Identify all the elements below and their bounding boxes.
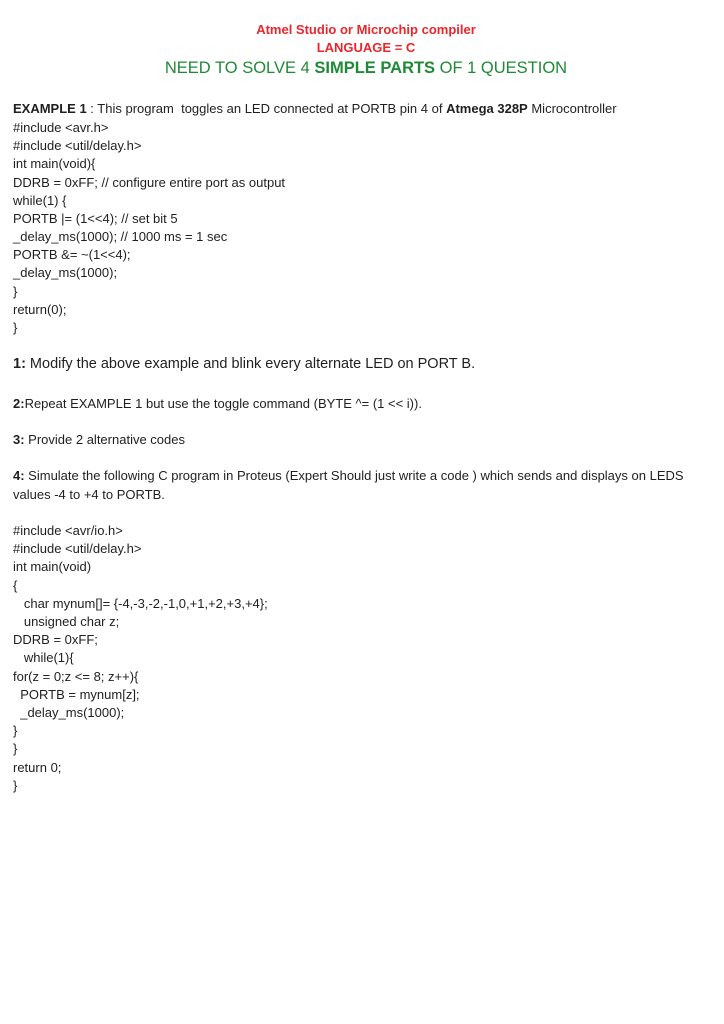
question-2-text: Repeat EXAMPLE 1 but use the toggle command (BYTE ^= (1 << i)).	[24, 396, 422, 411]
code-line: DDRB = 0xFF; // configure entire port as output	[13, 175, 286, 190]
example-label: EXAMPLE 1	[13, 101, 87, 116]
question-1-number: 1:	[13, 356, 26, 372]
microcontroller-name: Atmega 328P	[446, 101, 528, 116]
code-line: }	[13, 723, 18, 738]
code-line: for(z = 0;z <= 8; z++){	[13, 669, 139, 684]
code-line: #include <util/delay.h>	[13, 138, 142, 153]
question-2-number: 2:	[13, 396, 25, 411]
code-line: PORTB |= (1<<4); // set bit 5	[13, 211, 178, 226]
code-line: int main(void)	[13, 559, 92, 574]
question-2	[13, 395, 422, 413]
question-4-continued: values -4 to +4 to PORTB.	[13, 487, 165, 502]
code-line: PORTB &= ~(1<<4);	[13, 247, 131, 262]
code-line: while(1){	[13, 650, 74, 665]
question-4-text: Simulate the following C program in Proteus (Expert Should just write a code ) which sends and displays on LEDS	[24, 468, 684, 483]
example-intro-text: : This program toggles an LED connected at PORTB pin 4 of	[86, 101, 447, 116]
code-line: #include <util/delay.h>	[13, 541, 142, 556]
task-heading-pre: NEED TO SOLVE 4	[164, 59, 315, 77]
question-4	[13, 467, 684, 485]
code-line: PORTB = mynum[z];	[13, 687, 140, 702]
code-line: #include <avr.h>	[13, 120, 109, 135]
code-line: }	[13, 778, 18, 793]
task-heading-post: OF 1 QUESTION	[435, 59, 568, 77]
question-4-number: 4:	[13, 468, 25, 483]
example-intro-tail: Microcontroller	[527, 101, 617, 116]
task-heading	[0, 59, 724, 78]
code-line: return 0;	[13, 760, 62, 775]
language-heading: LANGUAGE = C	[316, 40, 416, 55]
code-line: DDRB = 0xFF;	[13, 632, 98, 647]
question-3-text: Provide 2 alternative codes	[24, 432, 185, 447]
code-line: }	[13, 320, 18, 335]
code-line: }	[13, 284, 18, 299]
code-line: _delay_ms(1000);	[13, 265, 118, 280]
question-3-number: 3:	[13, 432, 25, 447]
compiler-heading: Atmel Studio or Microchip compiler	[256, 22, 476, 37]
question-1	[13, 355, 475, 373]
code-line: return(0);	[13, 302, 67, 317]
code-line: char mynum[]= {-4,-3,-2,-1,0,+1,+2,+3,+4};	[13, 596, 268, 611]
code-line: unsigned char z;	[13, 614, 120, 629]
code-line: int main(void){	[13, 156, 96, 171]
code-line: _delay_ms(1000); // 1000 ms = 1 sec	[13, 229, 228, 244]
question-1-text: Modify the above example and blink every alternate LED on PORT B.	[25, 356, 476, 372]
question-3	[13, 431, 185, 449]
task-heading-bold: SIMPLE PARTS	[314, 59, 436, 77]
code-line: #include <avr/io.h>	[13, 523, 123, 538]
example-intro	[13, 100, 617, 118]
code-line: _delay_ms(1000);	[13, 705, 125, 720]
code-line: while(1) {	[13, 193, 67, 208]
code-line: }	[13, 741, 18, 756]
code-line: {	[13, 578, 18, 593]
